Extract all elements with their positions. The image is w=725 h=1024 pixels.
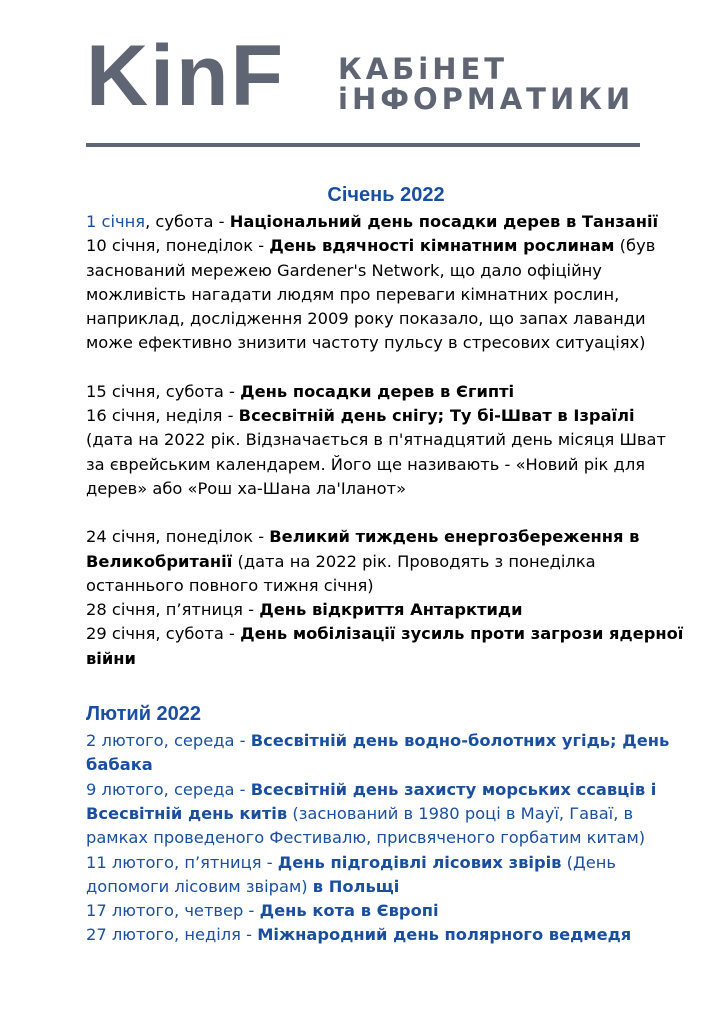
list-item xyxy=(86,404,686,501)
entry-title: Великий тиждень енергозбереження в Великобританії xyxy=(86,527,640,571)
entry-title: День відкриття Антарктиди xyxy=(259,600,523,620)
entry-title: Міжнародний день полярного ведмедя xyxy=(257,925,632,945)
header-divider xyxy=(86,143,640,147)
logo-mark: KinF xyxy=(86,28,286,124)
entry-note: (дата на 2022 рік. Проводять з понеділка останнього повного тижня січня) xyxy=(86,551,596,595)
entry-date: 17 лютого, четвер - xyxy=(86,901,260,921)
logo-subtitle xyxy=(338,54,634,114)
list-item xyxy=(86,851,686,900)
list-item xyxy=(86,899,686,923)
entry-date: , субота - xyxy=(145,212,230,231)
entry-title: Всесвітній день снігу; Ту бі-Шват в Ізраїлі xyxy=(238,406,635,426)
list-item xyxy=(86,380,686,404)
list-item xyxy=(86,525,686,598)
entry-date: 24 січня, понеділок - xyxy=(86,527,270,547)
entry-note: (був заснований мережею Gardener's Network, що дало офіційну можливість нагадати людям про переваги кімнатних рослин, наприклад, дослідження 2009 року показало, що запах лаванди може ефективно знизити частоту пульсу в стресових ситуаціях) xyxy=(86,236,656,353)
entry-date: 16 січня, неділя - xyxy=(86,406,239,426)
date-link[interactable]: 1 січня xyxy=(86,212,146,231)
entry-date: 11 лютого, п’ятниця - xyxy=(86,852,278,872)
entry-title: День кота в Європі xyxy=(259,901,439,921)
entry-title-suffix: в Польщі xyxy=(312,876,400,896)
entry-date: 29 січня, субота - xyxy=(86,624,241,644)
entry-note: (заснований в 1980 році в Мауї, Гаваї, в рамках проведеного Фестивалю, присвяченого горбатим китам) xyxy=(86,803,646,848)
entry-title: День посадки дерев в Єгипті xyxy=(240,381,515,401)
spacer xyxy=(86,501,686,525)
list-item xyxy=(86,234,686,355)
entry-title: День підгодівлі лісових звірів xyxy=(277,852,562,872)
entry-date: 10 січня, понеділок - xyxy=(86,236,270,256)
calendar-content xyxy=(86,180,686,948)
entry-note: (День допомоги лісовим звірам) xyxy=(86,852,617,896)
february-heading: Лютий 2022 xyxy=(86,703,202,726)
list-item xyxy=(86,778,686,851)
entry-date: 15 січня, субота - xyxy=(86,381,241,401)
entry-date: 28 січня, п’ятниця - xyxy=(86,600,260,620)
january-heading: Січень 2022 xyxy=(327,184,445,206)
entry-title: День вдячності кімнатним рослинам xyxy=(269,236,615,256)
list-item xyxy=(86,598,686,622)
list-item xyxy=(86,923,686,947)
entry-note: (дата на 2022 рік. Відзначається в п'ятнадцятий день місяця Шват за єврейським календарем. Його ще називають - «Новий рік для дерев» або «Рош ха-Шана ла'Іланот» xyxy=(86,430,666,498)
logo-line-2: іНФОРМАТИКИ xyxy=(338,82,635,116)
logo-line-1: КАБіНЕТ xyxy=(338,52,509,86)
entry-title: Національний день посадки дерев в Танзанії xyxy=(229,212,659,231)
list-item xyxy=(86,729,686,778)
spacer xyxy=(86,356,686,380)
entry-title: Всесвітній день захисту морських ссавців і Всесвітній день китів xyxy=(86,779,657,823)
entry-title: День мобілізації зусиль проти загрози ядерної війни xyxy=(86,624,684,668)
entry-date: 2 лютого, середа - xyxy=(86,731,251,751)
entry-date: 27 лютого, неділя - xyxy=(86,925,258,945)
entry-date: 9 лютого, середа - xyxy=(86,779,251,799)
entry-title: Всесвітній день водно-болотних угідь; День бабака xyxy=(86,731,670,775)
list-item xyxy=(86,622,686,671)
list-item xyxy=(86,210,686,234)
